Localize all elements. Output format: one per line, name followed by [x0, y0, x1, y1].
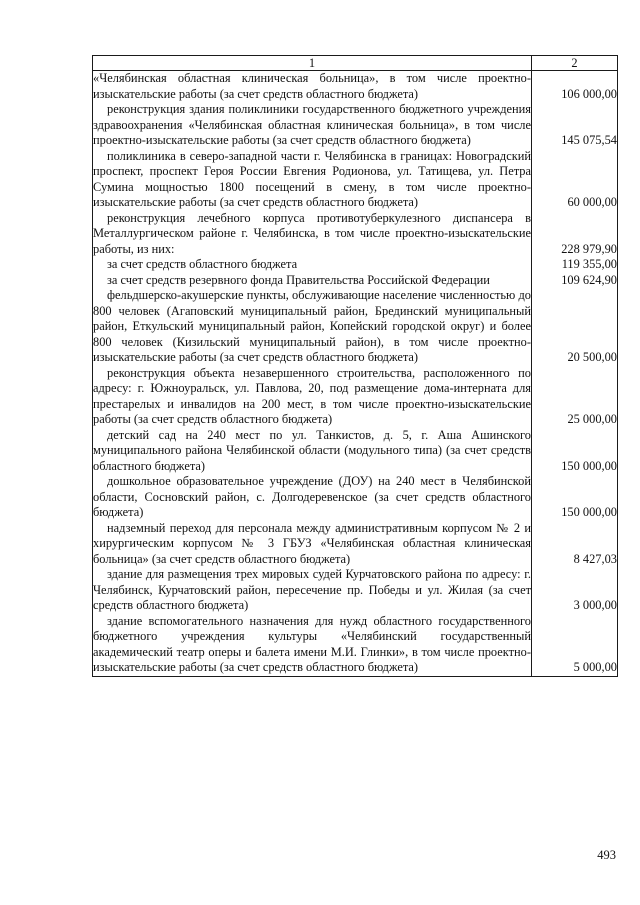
row-description: «Челябинская областная клиническая больница», в том числе проектно-изыскательские работы (за счет средств областного бюджета) [93, 71, 531, 101]
row-description-cell [93, 273, 532, 289]
row-description: детский сад на 240 мест по ул. Танкистов, д. 5, г. Аша Ашинского муниципального района Челябинской области (модульного типа) (за счет средств областного бюджета) [93, 427, 531, 473]
row-description-cell [93, 71, 532, 103]
row-amount: 119 355,00 [532, 257, 618, 273]
table-row [93, 521, 618, 568]
row-description: надземный переход для персонала между административным корпусом № 2 и хирургическим корпусом № 3 ГБУЗ «Челябинская областная клиническая больница» (за счет средств областного бюджета) [93, 520, 531, 566]
row-description-cell [93, 257, 532, 273]
row-amount: 145 075,54 [532, 102, 618, 149]
row-amount: 228 979,90 [532, 211, 618, 258]
row-amount: 150 000,00 [532, 474, 618, 521]
table-header-row [93, 56, 618, 71]
table-row [93, 567, 618, 614]
page-number: 493 [597, 848, 616, 862]
row-description: за счет средств резервного фонда Правительства Российской Федерации [107, 272, 490, 287]
row-description-cell [93, 614, 532, 677]
row-amount: 3 000,00 [532, 567, 618, 614]
row-description: здание вспомогательного назначения для нужд областного государственного бюджетного учреждения культуры «Челябинский государственный академический театр оперы и балета имени М.И. Глинки», в том числе проектно-изыскательские работы (за счет средств областного бюджета) [93, 613, 531, 674]
row-description: реконструкция здания поликлиники государственного бюджетного учреждения здравоохранения «Челябинская областная клиническая больница», в том числе проектно-изыскательские работы (за счет средств областного бюджета) [93, 102, 531, 147]
row-description-cell [93, 428, 532, 475]
table-row [93, 474, 618, 521]
table-row [93, 71, 618, 103]
row-description: дошкольное образовательное учреждение (ДОУ) на 240 мест в Челябинской области, Сосновский район, с. Долгодеревенское (за счет средств областного бюджета) [93, 474, 531, 519]
row-amount: 106 000,00 [532, 71, 618, 103]
table-row [93, 102, 618, 149]
table-row [93, 288, 618, 366]
row-amount: 8 427,03 [532, 521, 618, 568]
row-description: фельдшерско-акушерские пункты, обслуживающие население численностью до 800 человек (Агаповский муниципальный район, Брединский муниципальный район, Еткульский муниципальный район, Копейский городской округ) и более 800 человек (Кизильский муниципальный район), в том числе проектно-изыскательские работы (за счет средств областного бюджета) [93, 288, 531, 364]
row-description: за счет средств областного бюджета [107, 257, 298, 271]
row-description-cell [93, 521, 532, 568]
row-description-cell [93, 567, 532, 614]
row-description-cell [93, 211, 532, 258]
table-row [93, 366, 618, 428]
table-row [93, 257, 618, 273]
row-description: поликлиника в северо-западной части г. Челябинска в границах: Новоградский проспект, проспект Героя России Евгения Родионова, ул. Татищева, ул. Петра Сумина мощностью 1800 посещений в смену, в том числе проектно-изыскательские работы (за счет средств областного бюджета) [93, 148, 531, 209]
column-header-1: 1 [93, 56, 532, 71]
row-description-cell [93, 102, 532, 149]
row-amount: 150 000,00 [532, 428, 618, 475]
column-header-2: 2 [532, 56, 618, 71]
row-description: здание для размещения трех мировых судей Курчатовского района по адресу: г. Челябинск, Курчатовский район, пересечение пр. Победы и ул. Жилая (за счет средств областного бюджета) [93, 567, 531, 612]
row-amount: 60 000,00 [532, 149, 618, 211]
table-row [93, 273, 618, 289]
row-description-cell [93, 474, 532, 521]
row-amount: 5 000,00 [532, 614, 618, 677]
row-amount: 109 624,90 [532, 273, 618, 289]
table-row [93, 428, 618, 475]
table-row [93, 211, 618, 258]
table-row [93, 614, 618, 677]
row-description-cell [93, 149, 532, 211]
table-body [93, 71, 618, 677]
row-description-cell [93, 366, 532, 428]
table-row [93, 149, 618, 211]
document-table [92, 55, 618, 677]
row-description: реконструкция лечебного корпуса противотуберкулезного диспансера в Металлургическом районе г. Челябинска, в том числе проектно-изыскательские работы, из них: [93, 210, 531, 256]
row-description-cell [93, 288, 532, 366]
row-description: реконструкция объекта незавершенного строительства, расположенного по адресу: г. Южноуральск, ул. Павлова, 20, под размещение дома-интерната для престарелых и инвалидов на 200 мест, в том числе проектно-изыскательские работы (за счет средств областного бюджета) [93, 365, 531, 426]
row-amount: 20 500,00 [532, 288, 618, 366]
row-amount: 25 000,00 [532, 366, 618, 428]
